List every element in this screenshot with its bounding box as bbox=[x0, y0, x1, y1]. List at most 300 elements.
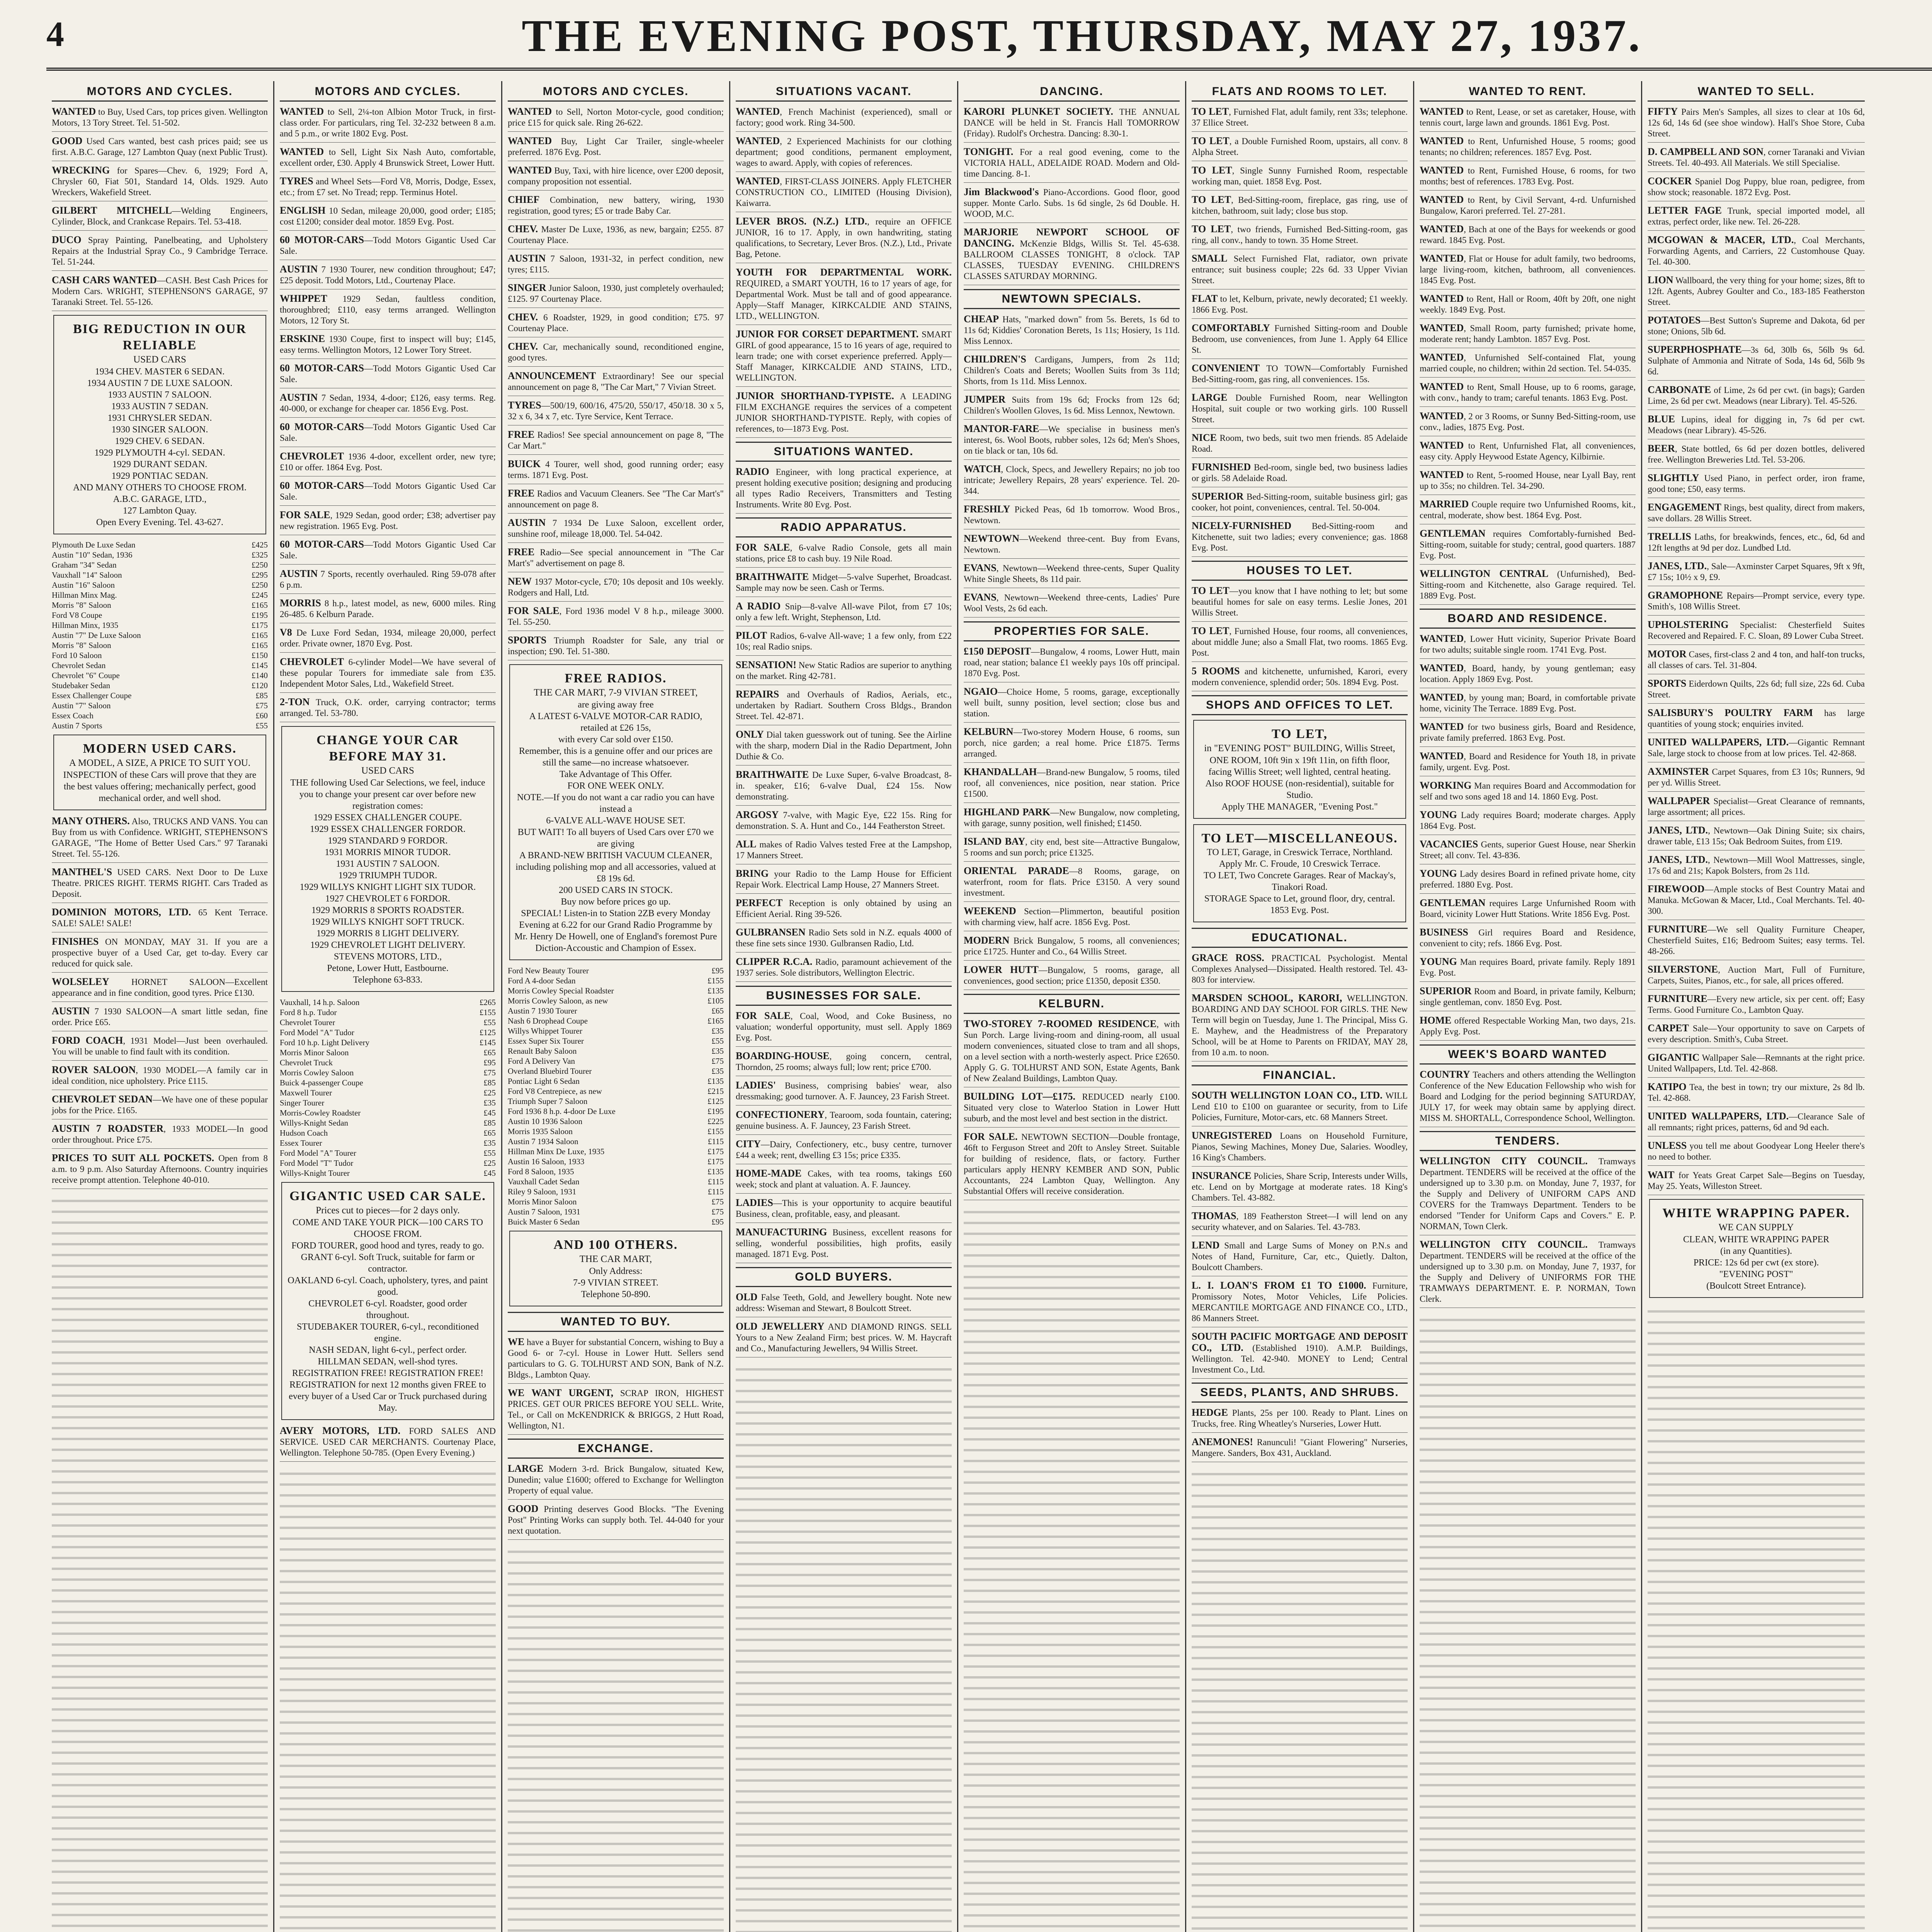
ad-text: has large quantities of young stock; enquiries invited. bbox=[1648, 708, 1865, 729]
classified-ad bbox=[1420, 528, 1636, 565]
price-list bbox=[508, 966, 724, 1227]
classified-ad bbox=[1192, 136, 1408, 161]
ad-text: WILL Lend £10 to £100 on guarantee or security, from to Life Policies, Furniture, Motor-cars, etc. 68 Manners Street. bbox=[1192, 1091, 1408, 1122]
ad-lead-word: YOUNG bbox=[1420, 956, 1457, 967]
classified-ad bbox=[508, 1388, 724, 1435]
classified-ad bbox=[1648, 1170, 1865, 1195]
ad-text: 10 Sedan, mileage 20,000, good order; £185; cost £1200; consider deal motor. 1859 Evg. Post. bbox=[280, 206, 496, 226]
ad-text: , Unfurnished Self-contained Flat, young married couple, no children; within 2d section. Tel. 54-035. bbox=[1420, 353, 1636, 373]
ad-text: Printing deserves Good Blocks. "The Evening Post" Printing Works can supply both. Tel. 44-040 for your next quotation. bbox=[508, 1504, 724, 1536]
car-price: £75 bbox=[711, 1197, 724, 1206]
price-list-row bbox=[52, 690, 268, 701]
display-line: Telephone 50-890. bbox=[581, 1289, 651, 1299]
car-price: £140 bbox=[252, 671, 268, 680]
ad-lead-word: FREE bbox=[508, 488, 535, 499]
ad-lead-word: WATCH bbox=[964, 463, 1001, 474]
ad-text: for two business girls, Board and Residence, private family preferred. 1863 Evg. Post. bbox=[1420, 722, 1636, 743]
display-line: Also ROOF HOUSE (non-residential), suitable for Studio. bbox=[1205, 779, 1394, 800]
ad-text: Reception is only obtained by using an Efficient Aerial. Ring 39-526. bbox=[736, 898, 952, 919]
display-line: BUT WAIT! To all buyers of Used Cars over £70 we are giving bbox=[517, 827, 714, 849]
car-name: Willys-Knight Sedan bbox=[280, 1118, 349, 1128]
classified-ad bbox=[1192, 323, 1408, 359]
ad-lead-word: NEW bbox=[508, 576, 532, 587]
ad-lead-word: CONFECTIONERY bbox=[736, 1109, 825, 1120]
car-name: Maxwell Tourer bbox=[280, 1088, 332, 1097]
classified-ad bbox=[736, 267, 952, 325]
classified-ad bbox=[280, 264, 496, 289]
classified-ad bbox=[1192, 432, 1408, 458]
ad-text: Rings, best quality, direct from makers, save dollars. 28 Willis Street. bbox=[1648, 503, 1865, 523]
ad-text: Policies, Share Scrip, Interests under Wills, etc. Lend on by Mortgage at moderate rates. 18 King's Chambers. Tel. 43-882. bbox=[1192, 1171, 1408, 1202]
section-heading: PROPERTIES FOR SALE. bbox=[964, 621, 1180, 641]
display-subheading: WE CAN SUPPLY bbox=[1718, 1222, 1794, 1233]
ad-lead-word: WANTED bbox=[1420, 135, 1464, 146]
ad-lead-word: NICE bbox=[1192, 432, 1217, 443]
section-heading: MOTORS AND CYCLES. bbox=[280, 83, 496, 102]
classified-ad bbox=[508, 517, 724, 543]
ad-text: —3s 6d, 30lb 6s, 56lb 9s 6d. Sulphate of Ammonia and Nitrate of Soda, 14s 6d, 56lb 9s 6d. bbox=[1648, 345, 1865, 376]
display-line: (Boulcott Street Entrance). bbox=[1706, 1281, 1806, 1291]
classified-ad bbox=[736, 329, 952, 387]
classified-ad bbox=[1648, 473, 1865, 498]
ad-text: —Todd Motors Gigantic Used Car Sale. bbox=[280, 540, 496, 560]
display-line: CLEAN, WHITE WRAPPING PAPER bbox=[1683, 1235, 1830, 1245]
classified-ad bbox=[1420, 165, 1636, 190]
ad-lead-word: LEND bbox=[1192, 1240, 1220, 1251]
classified-ad bbox=[736, 956, 952, 982]
section-heading: DANCING. bbox=[964, 83, 1180, 102]
ad-text: Furnished Sitting-room and Double Bedroom, use conveniences, from June 1. Apply 64 Ellice St. bbox=[1192, 323, 1408, 355]
ad-text: Pairs Men's Samples, all sizes to clear at 10s 6d, 12s 6d, 14s 6d (see shoe window). Hall's Shoe Store, Cuba Street. bbox=[1648, 107, 1865, 138]
display-heading: MODERN USED CARS. bbox=[83, 742, 237, 756]
ad-lead-word: JUNIOR FOR CORSET DEPARTMENT. bbox=[736, 328, 919, 340]
classified-ad bbox=[964, 354, 1180, 390]
ad-text: Used Cars wanted, best cash prices paid; see us first. A.B.C. Garage, 127 Lambton Quay (next Public Trust). bbox=[52, 136, 268, 157]
section-heading: KELBURN. bbox=[964, 994, 1180, 1014]
ad-lead-word: GOOD bbox=[52, 135, 83, 146]
classified-ad bbox=[508, 459, 724, 484]
classified-ad bbox=[1420, 1156, 1636, 1235]
display-line: A BRAND-NEW BRITISH VACUUM CLEANER, bbox=[519, 850, 713, 861]
classified-ad bbox=[964, 533, 1180, 559]
ad-lead-word: 60 MOTOR-CARS bbox=[280, 480, 364, 491]
display-line: Take Advantage of This Offer. bbox=[559, 769, 672, 779]
ad-lead-word: KHANDALLAH bbox=[964, 766, 1037, 777]
ad-lead-word: WORKING bbox=[1420, 780, 1472, 791]
ad-text: —Choice Home, 5 rooms, garage, exceptionally well built, sunny position, level section; close bus and station. bbox=[964, 687, 1180, 718]
ad-text: , with Sun Porch. Large living-room and dining-room, all usual modern conveniences, situated close to tram and all shops, on a level section with a north-westerly aspect. Price £2650. Apply G. G. TOLHURST AND SON, Estate Agents, Bank of New Zealand Buildings, Lambton Quay. bbox=[964, 1019, 1180, 1083]
ad-text: Trunk, special imported model, all extras, perfect order, like new. Tel. 26-228. bbox=[1648, 206, 1865, 226]
classified-ad bbox=[280, 176, 496, 201]
classified-ad bbox=[52, 205, 268, 231]
display-heading: BIG REDUCTION IN OUR RELIABLE bbox=[73, 322, 247, 352]
classified-ad bbox=[1192, 1090, 1408, 1126]
car-name: Essex Tourer bbox=[280, 1138, 322, 1148]
car-name: Austin 10 1936 Saloon bbox=[508, 1117, 583, 1126]
car-price: £60 bbox=[255, 711, 268, 720]
display-line: Petone, Lower Hutt, Eastbourne. bbox=[327, 963, 449, 973]
column-5 bbox=[958, 81, 1186, 1932]
classified-ad bbox=[1420, 663, 1636, 688]
ad-text: Gents, superior Guest House, near Sherkin Street; all conv. Tel. 43-836. bbox=[1420, 840, 1636, 860]
display-line: (in any Quantities). bbox=[1720, 1246, 1792, 1256]
car-price: £55 bbox=[711, 1036, 724, 1046]
classified-ad bbox=[1648, 315, 1865, 340]
display-advertisement-secondary bbox=[281, 1182, 494, 1420]
ad-text: , 2 or 3 Rooms, or Sunny Bed-Sitting-room, use conv., ladies, 1875 Evg. Post. bbox=[1420, 412, 1636, 432]
ad-lead-word: ANNOUNCEMENT bbox=[508, 370, 596, 381]
classified-ad bbox=[508, 194, 724, 220]
car-name: Riley 9 Saloon, 1931 bbox=[508, 1187, 577, 1196]
car-name: Ford 10 h.p. Light Delivery bbox=[280, 1038, 370, 1047]
fine-print-continuation bbox=[1648, 1303, 1865, 1932]
ad-text: Man requires Board and Accommodation for self and two sons aged 18 and 14. 1860 Evg. Post. bbox=[1420, 781, 1636, 801]
price-list-row bbox=[508, 976, 724, 986]
car-price: £195 bbox=[707, 1107, 724, 1116]
ad-lead-word: PRICES TO SUIT ALL POCKETS. bbox=[52, 1152, 214, 1163]
ad-lead-word: MANY OTHERS. bbox=[52, 815, 130, 827]
price-list-row bbox=[52, 590, 268, 600]
ad-text: NEWTOWN SECTION—Double frontage, 46ft to Ferguson Street and 20ft to Ansley Street. Suitable for building of residence, flats, or factory. Further particulars apply HENRY KEMBER AND SON, Public Accountants, 224 Lambton Quay, Wellington. Any Substantial Offers will receive consideration. bbox=[964, 1132, 1180, 1196]
classified-ad bbox=[964, 726, 1180, 763]
ad-text: , French Machinist (experienced), small or factory; good work. Ring 34-500. bbox=[736, 107, 952, 128]
ad-lead-word: LOWER HUTT bbox=[964, 964, 1039, 975]
display-advertisement-secondary bbox=[1193, 824, 1406, 922]
ad-lead-word: WELLINGTON CENTRAL bbox=[1420, 568, 1549, 579]
ad-lead-word: MANTOR-FARE bbox=[964, 423, 1039, 434]
ad-lead-word: INSURANCE bbox=[1192, 1170, 1252, 1181]
classified-ad bbox=[280, 568, 496, 594]
classified-ad bbox=[1648, 825, 1865, 850]
ad-text: requires Large Unfurnished Room with Board, vicinity Lower Hutt Stations. Write 1856 Evg. Post. bbox=[1420, 898, 1636, 919]
display-line: STORAGE Space to Let, ground floor, dry, central. 1853 Evg. Post. bbox=[1204, 894, 1395, 915]
price-list-row bbox=[52, 610, 268, 620]
classified-ad bbox=[1192, 224, 1408, 249]
car-price: £115 bbox=[707, 1177, 724, 1186]
classified-ad bbox=[1192, 1331, 1408, 1379]
ad-lead-word: TO LET bbox=[1192, 106, 1229, 117]
car-price: £135 bbox=[707, 1077, 724, 1086]
ad-text: to Rent, 5-roomed House, near Lyall Bay, rent up to 35s; no children. Tel. 34-290. bbox=[1420, 470, 1636, 491]
ad-text: Radio, paramount achievement of the 1937 series. Sole distributors, Wellington Electric. bbox=[736, 957, 952, 978]
ad-lead-word: TONIGHT. bbox=[964, 146, 1014, 157]
ad-lead-word: BRAITHWAITE bbox=[736, 571, 809, 582]
classified-ad bbox=[736, 927, 952, 952]
classified-ad bbox=[1420, 780, 1636, 806]
display-subheading: USED CARS bbox=[133, 354, 186, 365]
car-name: Morris "8" Saloon bbox=[52, 600, 111, 610]
classified-ad bbox=[280, 392, 496, 418]
ad-text: 4 Tourer, well shod, good running order; easy terms. 1871 Evg. Post. bbox=[508, 459, 724, 480]
car-name: Austin 16 Saloon, 1933 bbox=[508, 1157, 585, 1166]
classified-ad bbox=[508, 136, 724, 161]
classified-ad bbox=[1648, 414, 1865, 439]
car-name: Graham "34" Sedan bbox=[52, 560, 117, 570]
car-name: Chevrolet "6" Coupe bbox=[52, 671, 120, 680]
ad-lead-word: PILOT bbox=[736, 630, 767, 641]
ad-text: , Furnished House, four rooms, all conveniences, about middle June; also a Small Flat, two rooms. 1865 Evg. Post. bbox=[1192, 626, 1408, 658]
display-line: FOR ONE WEEK ONLY. bbox=[567, 781, 664, 791]
ad-text: , Tearoom, soda fountain, catering; genuine business. A. F. Jauncey, 23 Farish Street. bbox=[736, 1110, 952, 1131]
price-list-row bbox=[52, 711, 268, 721]
classified-ad bbox=[736, 1109, 952, 1135]
classified-ad bbox=[1192, 1407, 1408, 1433]
ad-text: Spaniel Dog Puppy, blue roan, pedigree, from show stock; reasonable. 1872 Evg. Post. bbox=[1648, 177, 1865, 197]
ad-text: Snip—8-valve All-wave Pilot, from £7 10s; only a few left. Wright, Stephenson, Ltd. bbox=[736, 602, 952, 622]
car-name: Morris Cowley Saloon bbox=[280, 1068, 354, 1077]
price-list-row bbox=[508, 1106, 724, 1116]
classified-ad bbox=[736, 216, 952, 263]
fine-print-continuation bbox=[1192, 1466, 1408, 1932]
ad-lead-word: UPHOLSTERING bbox=[1648, 619, 1729, 630]
display-heading: TO LET, bbox=[1271, 727, 1328, 741]
car-name: Essex Super Six Tourer bbox=[508, 1036, 584, 1046]
ad-lead-word: NGAIO bbox=[964, 686, 998, 697]
ad-lead-word: WANTED bbox=[508, 106, 552, 117]
ad-lead-word: WOLSELEY bbox=[52, 976, 109, 987]
classified-ad bbox=[736, 1010, 952, 1047]
classified-ad bbox=[736, 136, 952, 172]
ad-text: , Single Sunny Furnished Room, respectable working man, quiet. 1858 Evg. Post. bbox=[1192, 166, 1408, 186]
ad-text: , city end, best site—Attractive Bungalow, 5 rooms and sun porch; price £1325. bbox=[964, 837, 1180, 857]
classified-ad bbox=[1420, 751, 1636, 776]
price-list-row bbox=[52, 640, 268, 650]
price-list-row bbox=[52, 660, 268, 670]
ad-text: , 1929 Sedan, good order; £38; advertiser pay new registration. 1965 Evg. Post. bbox=[280, 510, 496, 531]
display-line: "EVENING POST" bbox=[1719, 1269, 1793, 1279]
display-line: Open Every Evening. Tel. 43-627. bbox=[96, 517, 224, 527]
ad-lead-word: JUMPER bbox=[964, 394, 1006, 405]
ad-text: 1930 Coupe, first to inspect will buy; £145, easy terms. Wellington Motors, 12 Lower Tory Street. bbox=[280, 334, 496, 355]
classified-ad bbox=[736, 106, 952, 132]
classified-ad bbox=[736, 391, 952, 438]
classified-ad bbox=[964, 767, 1180, 803]
price-list-row bbox=[52, 580, 268, 590]
ad-lead-word: MANUFACTURING bbox=[736, 1226, 827, 1238]
ad-lead-word: WANTED bbox=[1420, 469, 1464, 480]
ad-text: Girl requires Board and Residence, convenient to city; refs. 1866 Evg. Post. bbox=[1420, 928, 1636, 948]
price-list-row bbox=[280, 1098, 496, 1108]
display-line: 1933 AUSTIN 7 SEDAN. bbox=[111, 401, 208, 412]
ad-text: Plants, 25s per 100. Ready to Plant. Lines on Trucks, free. Ring Wheatley's Nurseries, Lower Hutt. bbox=[1192, 1408, 1408, 1429]
ad-text: to Rent, by Civil Servant, 4-rd. Unfurnished Bungalow, Karori preferred. Tel. 27-281. bbox=[1420, 195, 1636, 216]
ad-text: Tramways Department. TENDERS will be received at the office of the undersigned up to 3.30 p.m. on Monday, June 7, 1937, for the Supply and Delivery of UNIFORM CAPS AND COVERS for the Tramways Department. Tenders to be endorsed "Tender for Uniform Caps and Covers." E. P. NORMAN, Town Clerk. bbox=[1420, 1156, 1636, 1231]
display-subheading: USED CARS bbox=[361, 765, 414, 776]
car-price: £75 bbox=[483, 1068, 496, 1077]
car-name: Overland Bluebird Tourer bbox=[508, 1066, 592, 1076]
price-list-row bbox=[508, 986, 724, 996]
section-heading: HOUSES TO LET. bbox=[1192, 561, 1408, 581]
classified-ad bbox=[736, 571, 952, 597]
car-price: £75 bbox=[711, 1207, 724, 1216]
classified-ad bbox=[1192, 462, 1408, 487]
classified-ad bbox=[1648, 531, 1865, 557]
classified-ad bbox=[508, 547, 724, 572]
classified-ad bbox=[1648, 854, 1865, 880]
ad-lead-word: WELLINGTON CITY COUNCIL. bbox=[1420, 1239, 1588, 1250]
ad-lead-word: SUPERIOR bbox=[1420, 985, 1472, 997]
ad-text: Cardigans, Jumpers, from 2s 11d; Children's Coats and Berets; Woollen Suits from 3s 11d; Shorts, from 1s 11d. Miss Lennox. bbox=[964, 355, 1180, 386]
ad-lead-word: KELBURN bbox=[964, 726, 1014, 737]
car-price: £85 bbox=[483, 1118, 496, 1128]
display-heading: WHITE WRAPPING PAPER. bbox=[1662, 1206, 1850, 1220]
ad-text: , 2 Experienced Machinists for our clothing department; good conditions, permanent employment, wages to award. Apply, with copies of references. bbox=[736, 136, 952, 168]
car-price: £175 bbox=[707, 1157, 724, 1166]
price-list-row bbox=[280, 1108, 496, 1118]
car-price: £250 bbox=[252, 580, 268, 590]
classified-ad bbox=[52, 976, 268, 1002]
classified-ad bbox=[280, 697, 496, 722]
ad-text: , by young man; Board, in comfortable private home, vicinity The Terrace. 1889 Evg. Post. bbox=[1420, 693, 1636, 713]
ad-text: to Rent, Lease, or set as caretaker, House, with tennis court, large lawn and grounds. 1861 Evg. Post. bbox=[1420, 107, 1636, 128]
ad-lead-word: LEVER BROS. (N.Z.) LTD. bbox=[736, 216, 867, 227]
ad-lead-word: FOR SALE bbox=[280, 509, 330, 520]
display-advertisement bbox=[281, 726, 494, 992]
ad-text: —Bungalow, 4 rooms, Lower Hutt, main road, near station; balance £1 weekly pays 10s off principal. 1870 Evg. Post. bbox=[964, 647, 1180, 678]
classified-ad bbox=[1648, 1082, 1865, 1107]
classified-ad bbox=[964, 106, 1180, 143]
display-line: REGISTRATION FREE! REGISTRATION FREE! bbox=[292, 1368, 484, 1378]
ad-lead-word: FOR SALE bbox=[508, 605, 560, 616]
ad-lead-word: ROVER SALOON bbox=[52, 1064, 136, 1075]
display-subheading: A MODEL, A SIZE, A PRICE TO SUIT YOU. bbox=[69, 758, 251, 768]
price-list-row bbox=[280, 1068, 496, 1078]
section-heading: EXCHANGE. bbox=[508, 1439, 724, 1459]
ad-lead-word: NEWTOWN bbox=[964, 533, 1019, 544]
ad-text: , require an OFFICE JUNIOR, 16 to 17. Apply, in own handwriting, stating qualifications, to Secretary, Lever Bros. (N.Z.), Ltd., Private Bag, Petone. bbox=[736, 217, 952, 259]
car-price: £295 bbox=[252, 570, 268, 580]
ad-text: —Brand-new Bungalow, 5 rooms, tiled roof, all conveniences, nice position, near station. Price £1500. bbox=[964, 767, 1180, 799]
display-heading: CHANGE YOUR CAR BEFORE MAY 31. bbox=[316, 733, 459, 764]
car-name: Ford A Delivery Van bbox=[508, 1056, 575, 1066]
classified-ad bbox=[1420, 956, 1636, 982]
ad-text: 1929 Sedan, faultless condition, thoroughbred; £110, easy terms arranged. Wellington Motors, 12 Tory St. bbox=[280, 294, 496, 325]
classified-ad bbox=[280, 598, 496, 623]
ad-lead-word: TRELLIS bbox=[1648, 531, 1691, 542]
car-name: Vauxhall "14" Saloon bbox=[52, 570, 122, 580]
display-line: 1929 WILLYS KNIGHT LIGHT SIX TUDOR. bbox=[299, 882, 476, 892]
ad-lead-word: NICELY-FURNISHED bbox=[1192, 520, 1292, 531]
masthead bbox=[46, 8, 1932, 66]
classified-ad bbox=[508, 400, 724, 425]
ad-lead-word: AUSTIN bbox=[280, 264, 318, 275]
classified-ad bbox=[1192, 666, 1408, 691]
section-heading: SEEDS, PLANTS, AND SHRUBS. bbox=[1192, 1383, 1408, 1403]
car-name: Morris 1935 Saloon bbox=[508, 1127, 573, 1136]
price-list-row bbox=[280, 1168, 496, 1178]
ad-text: —Todd Motors Gigantic Used Car Sale. bbox=[280, 481, 496, 502]
ad-lead-word: 2-TON bbox=[280, 696, 310, 707]
display-line: SPECIAL! Listen-in to Station 2ZB every Monday Evening at 6.22 for our Grand Radio Programme by Mr. Henry De Howell, one of England's foremost Pure Diction-Accoustic and Champion of Essex. bbox=[514, 908, 717, 953]
ad-text: , Board, handy, by young gentleman; easy location. Apply 1869 Evg. Post. bbox=[1420, 663, 1636, 684]
ad-lead-word: TO LET bbox=[1192, 135, 1230, 146]
section-heading: SITUATIONS VACANT. bbox=[736, 83, 952, 102]
car-name: Austin "7" De Luxe Saloon bbox=[52, 631, 141, 640]
car-name: Austin "16" Saloon bbox=[52, 580, 115, 590]
classified-ad bbox=[736, 630, 952, 656]
classified-ad bbox=[1420, 1015, 1636, 1041]
classified-ad bbox=[736, 1292, 952, 1317]
ad-text: —New Bungalow, now completing, with garage, sunny position, well finished; £1450. bbox=[964, 808, 1180, 828]
display-line: 6-VALVE ALL-WAVE HOUSE SET. bbox=[546, 816, 685, 826]
ad-text: —Two-storey Modern House, 6 rooms, sun porch, nice garden; a real home. Price £1875. Terms arranged. bbox=[964, 727, 1180, 759]
ad-text: (Unfurnished), Bed-Sitting-room and Kitchenette, also Garage required. Tel. 1889 Evg. Post. bbox=[1420, 569, 1636, 600]
car-price: £165 bbox=[252, 600, 268, 610]
ad-text: WELLINGTON. BOARDING AND DAY SCHOOL FOR GIRLS. THE New Term will begin on Tuesday, June 1. The Principal, Miss G. E. Mayhew, and the Headmistress of the Preparatory School, will be at Home to Parents on FRIDAY, MAY 28, from 10 a.m. to noon. bbox=[1192, 993, 1408, 1057]
ad-lead-word: LARGE bbox=[508, 1463, 544, 1474]
ad-text: 6-cylinder Model—We have several of these popular Tourers for immediate sale from £35. Independent Motor Sales, Ltd., Wakefield Street. bbox=[280, 657, 496, 689]
display-advertisement-secondary bbox=[509, 1231, 722, 1306]
car-name: Buick 4-passenger Coupe bbox=[280, 1078, 363, 1087]
car-price: £195 bbox=[252, 611, 268, 620]
ad-text: —Ample stocks of Best Country Matai and Manuka. McGowan & Macer, Ltd., Coal Merchants. Tel. 40-300. bbox=[1648, 884, 1865, 916]
ad-text: Small and Large Sums of Money on P.N.s and Notes of Hand, Furniture, Car, etc., Quietly. Dalton, Boulcott Chambers. bbox=[1192, 1241, 1408, 1272]
classified-ad bbox=[1420, 469, 1636, 495]
classified-ad bbox=[964, 686, 1180, 723]
classified-ad bbox=[52, 816, 268, 863]
ad-text: , FIRST-CLASS JOINERS. Apply FLETCHER CONSTRUCTION CO., LIMITED (Housing Division), Kaiwarra. bbox=[736, 177, 952, 208]
ad-text: —Dairy, Confectionery, etc., busy centre, turnover £44 a week; rent, dwelling £3 15s; price £335. bbox=[736, 1139, 952, 1160]
car-price: £165 bbox=[707, 1016, 724, 1026]
display-line: ONE ROOM, 10ft 9in x 19ft 11in, on fifth floor, facing Willis Street; well lighted, central heating. bbox=[1208, 755, 1391, 777]
price-list-row bbox=[52, 620, 268, 630]
classified-ad bbox=[736, 1168, 952, 1194]
ad-text: HORNET SALOON—Excellent appearance and in fine condition, good tyres. Price £130. bbox=[52, 977, 268, 998]
classified-ad bbox=[508, 312, 724, 337]
classified-ad bbox=[964, 504, 1180, 529]
display-line: CHEVROLET 6-cyl. Roadster, good order throughout. bbox=[308, 1299, 467, 1320]
classified-ad bbox=[964, 1131, 1180, 1200]
ad-lead-word: GRAMOPHONE bbox=[1648, 590, 1723, 601]
ad-text: , Flat or House for adult family, two bedrooms, large living-room, kitchen, bathroom, all conveniences. 1845 Evg. Post. bbox=[1420, 254, 1636, 285]
car-name: Ford 10 Saloon bbox=[52, 651, 102, 660]
ad-lead-word: CARPET bbox=[1648, 1022, 1689, 1034]
classified-ad bbox=[1648, 1052, 1865, 1078]
car-name: Morris Cowley Saloon, as new bbox=[508, 996, 608, 1005]
price-list-row bbox=[280, 1017, 496, 1027]
ad-lead-word: ARGOSY bbox=[736, 809, 779, 820]
car-name: Pontiac Light 6 Sedan bbox=[508, 1077, 580, 1086]
ad-lead-word: ERSKINE bbox=[280, 333, 325, 344]
car-price: £135 bbox=[707, 986, 724, 995]
ad-text: 1937 Motor-cycle, £70; 10s deposit and 10s weekly. Rodgers and Hall, Ltd. bbox=[508, 577, 724, 597]
classified-ad bbox=[52, 275, 268, 311]
classified-ad bbox=[1420, 440, 1636, 466]
price-list-row bbox=[508, 1187, 724, 1197]
car-price: £35 bbox=[711, 1046, 724, 1056]
display-subheading: THE CAR MART, 7-9 VIVIAN STREET, bbox=[534, 687, 698, 698]
car-name: Morris Minor Saloon bbox=[280, 1048, 349, 1057]
classified-ad bbox=[52, 1065, 268, 1090]
classified-ad bbox=[964, 1091, 1180, 1128]
classified-ad bbox=[964, 592, 1180, 617]
ad-lead-word: MOTOR bbox=[1648, 648, 1687, 660]
ad-text: —Best Sutton's Supreme and Dakota, 6d per stone; Onions, 5lb 6d. bbox=[1648, 316, 1865, 336]
classified-ad bbox=[964, 423, 1180, 460]
price-list-row bbox=[508, 1116, 724, 1126]
ad-lead-word: YOUNG bbox=[1420, 809, 1457, 820]
ad-text: New Static Radios are superior to anything on the market. Ring 42-781. bbox=[736, 660, 952, 681]
car-price: £120 bbox=[252, 681, 268, 690]
ad-lead-word: WAIT bbox=[1648, 1169, 1675, 1180]
classified-ad bbox=[1648, 561, 1865, 586]
ad-lead-word: 60 MOTOR-CARS bbox=[280, 539, 364, 550]
ad-text: Sale—Your opportunity to save on Carpets of every description. Smith's, Cuba Street. bbox=[1648, 1024, 1865, 1044]
ad-text: —8 Rooms, garage, on waterfront, room for flats. Price £3150. A very sound investment. bbox=[964, 866, 1180, 898]
classified-ad bbox=[1420, 253, 1636, 289]
display-advertisement bbox=[1193, 720, 1406, 819]
car-name: Ford Model "T" Tudor bbox=[280, 1158, 354, 1168]
